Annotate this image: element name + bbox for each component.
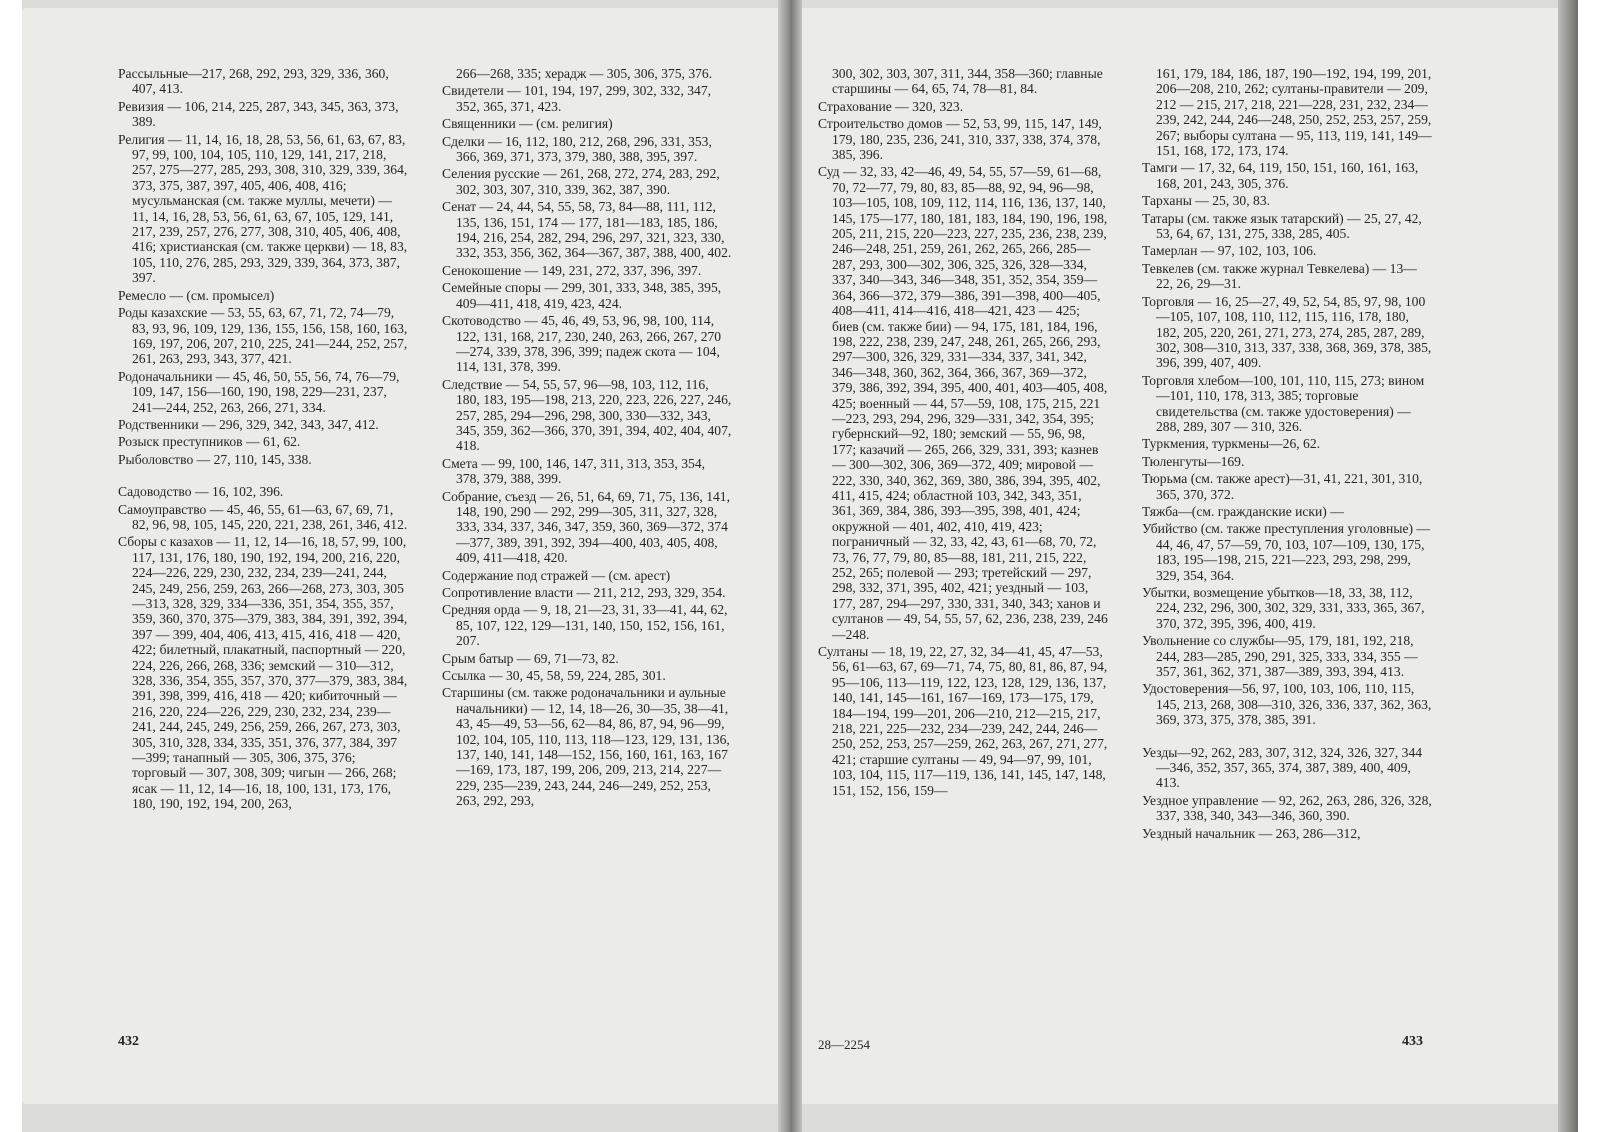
index-entry: Свидетели — 101, 194, 197, 299, 302, 332, 347, 352, 365, 371, 423. [442,83,712,114]
index-entry: 300, 302, 303, 307, 311, 344, 358—360; главные старшины — 64, 65, 74, 78—81, 84. [832,66,1103,97]
index-entry: Смета — 99, 100, 146, 147, 311, 313, 353, 354, 378, 379, 388, 399. [442,455,706,487]
index-entry: Ссылка — 30, 45, 58, 59, 224, 285, 301. [442,668,666,684]
index-entry: Уезды—92, 262, 283, 307, 312, 324, 326, 327, 344—346, 352, 357, 365, 374, 387, 389, 400, 409, 413. [1142,744,1423,791]
index-entry: Тамерлан — 97, 102, 103, 106. [1142,243,1317,259]
index-entry: Тевкелев (см. также журнал Тевкелева) — 13—22, 26, 29—31. [1142,260,1417,292]
index-entry: 266—268, 335; херадж — 305, 306, 375, 376. [456,66,713,81]
index-entry: Ревизия — 106, 214, 225, 287, 343, 345, 363, 373, 389. [118,98,399,130]
index-entry: Срым батыр — 69, 71—73, 82. [442,650,619,666]
index-entry: 161, 179, 184, 186, 187, 190—192, 194, 199, 201, 206—208, 210, 262; султаны-правители — 209, 212 — 215, 217, 218, 221—228, 231, 232, 234—239, 242, 244, 246—248, 250, 252, 253, 257, 259, 267; выборы султана — 95, 113, 119, 141, 149—151, 168, 172, 173, 174. [1156,66,1432,159]
index-entry: Удостоверения—56, 97, 100, 103, 106, 110, 115, 145, 213, 268, 308—310, 326, 336, 337, 362, 363, 369, 373, 375, 378, 385, 391. [1142,681,1432,728]
index-column-4 [1142,66,1432,843]
index-entry: Страхование — 320, 323. [818,98,964,114]
index-entry: Семейные споры — 299, 301, 333, 348, 385, 395, 409—411, 418, 419, 423, 424. [442,280,722,311]
index-column-1 [118,66,408,814]
index-entry: Тарханы — 25, 30, 83. [1142,193,1271,209]
index-entry: Суд — 32, 33, 42—46, 49, 54, 55, 57—59, 61—68, 70, 72—77, 79, 80, 83, 85—88, 92, 94, 96—98, 103—105, 108, 109, 112, 114, 116, 136, 137, 140, 145, 175—177, 180, 181, 183, 184, 190, 196, 198, 205, 211, 215, 220—223, 227, 235, 236, 238, 239, 246—248, 251, 259, 261, 262, 265, 266, 285—287, 293, 300—302, 306, 325, 326, 328—334, 337, 340—343, 346—348, 351, 352, 354, 359—364, 366—372, 379—386, 391—398, 400—405, 408—411, 414—416, 418—421, 423 — 425; биев (см. также бии) — 94, 175, 181, 184, 196, 198, 222, 238, 239, 247, 248, 261, 265, 266, 293, 297—300, 326, 329, 331—334, 337, 341, 342, 346—348, 360, 362, 364, 366, 367, 369—372, 379, 386, 392, 394, 395, 400, 401, 403—405, 408, 425; военный — 44, 57—59, 108, 175, 215, 221—223, 293, 294, 296, 329—331, 342, 354, 395; губернский—92, 180; земский — 55, 96, 98, 177; казачий — 265, 266, 329, 331, 393; казнев — 300—302, 306, 369—372, 409; мировой — 222, 330, 340, 362, 369, 380, 386, 394, 395, 402, 411, 415, 424; областной 103, 342, 343, 351, 361, 369, 384, 386, 393—395, 398, 401, 424; окружной — 401, 402, 410, 419, 423; пограничный — 32, 33, 42, 43, 61—68, 70, 72, 73, 76, 77, 79, 80, 85—88, 181, 211, 215, 222, 252, 265; полевой — 293; третейский — 297, 298, 332, 371, 395, 402, 421; уездный — 103, 177, 287, 294—297, 330, 331, 340, 343; ханов и султанов — 49, 54, 55, 57, 62, 236, 238, 239, 246—248. [818,164,1108,642]
page-number-right: 433 [1402,1034,1423,1049]
index-entry: Тюленгуты—169. [1142,453,1245,469]
index-entry: Родоначальники — 45, 46, 50, 55, 56, 74, 76—79, 109, 147, 156—160, 190, 198, 229—231, 237, 241—244, 252, 263, 266, 271, 334. [118,368,400,415]
index-entry: Садоводство — 16, 102, 396. [118,484,284,500]
printer-signature: 28—2254 [818,1037,870,1052]
index-entry: Тюрьма (см. также арест)—31, 41, 221, 301, 310, 365, 370, 372. [1142,471,1423,502]
index-entry: Уездный начальник — 263, 286—312, [1142,825,1361,841]
index-entry: Старшины (см. также родоначальники и аульные начальники) — 12, 14, 18—26, 30—35, 38—41, 43, 45—49, 53—56, 62—84, 86, 87, 94, 96—99, 102, 104, 105, 110, 113, 118—123, 129, 131, 136, 137, 140, 141, 148—152, 156, 160, 161, 163, 167—169, 173, 187, 199, 206, 209, 213, 214, 227—229, 235—239, 243, 244, 246—249, 252, 253, 263, 292, 293, [442,685,730,809]
index-entry: Строительство домов — 52, 53, 99, 115, 147, 149, 179, 180, 235, 236, 241, 310, 337, 338, 374, 378, 385, 396. [818,116,1102,163]
index-entry: Собрание, съезд — 26, 51, 64, 69, 71, 75, 136, 141, 148, 190, 290 — 292, 299—305, 311, 327, 328, 333, 334, 337, 346, 347, 359, 360, 369—372, 374—377, 389, 391, 392, 394—400, 403, 405, 408, 409, 411—418, 420. [442,488,731,566]
index-entry: Ремесло — (см. промысел) [118,287,275,303]
index-column-2 [442,66,732,811]
index-entry: Татары (см. также язык татарский) — 25, 27, 42, 53, 64, 67, 131, 275, 338, 285, 405. [1142,210,1422,242]
index-entry: Уездное управление — 92, 262, 263, 286, 326, 328, 337, 338, 340, 343—346, 360, 390. [1142,792,1432,824]
index-entry: Родственники — 296, 329, 342, 343, 347, 412. [118,416,379,432]
index-entry: Торговля хлебом—100, 101, 110, 115, 273; вином—101, 110, 178, 313, 385; торговые свидетельства (см. также удостоверения) —288, 289, 307 — 310, 326. [1142,372,1425,434]
index-entry: Религия — 11, 14, 16, 18, 28, 53, 56, 61, 63, 67, 83, 97, 99, 100, 104, 105, 110, 129, 141, 217, 218, 257, 275—277, 285, 293, 308, 310, 329, 339, 364, 373, 375, 387, 397, 405, 406, 408, 416; мусульманская (см. также муллы, мечети) — 11, 14, 16, 28, 53, 56, 61, 63, 67, 105, 129, 141, 217, 239, 257, 276, 277, 308, 310, 405, 406, 408, 416; христианская (см. также церкви) — 18, 83, 105, 110, 276, 285, 293, 329, 339, 364, 373, 387, 397. [118,131,408,286]
index-entry: Следствие — 54, 55, 57, 96—98, 103, 112, 116, 180, 183, 195—198, 213, 220, 223, 226, 227, 246, 257, 285, 294—296, 298, 300, 330—332, 343, 345, 359, 362—366, 370, 391, 394, 402, 404, 407, 418. [442,376,732,454]
index-entry: Скотоводство — 45, 46, 49, 53, 96, 98, 100, 114, 122, 131, 168, 217, 230, 240, 263, 266, 267, 270—274, 339, 378, 396, 399; падеж скота — 104, 114, 131, 378, 399. [442,313,722,375]
index-entry: Сенокошение — 149, 231, 272, 337, 396, 397. [442,262,702,278]
index-entry: Торговля — 16, 25—27, 49, 52, 54, 85, 97, 98, 100—105, 107, 108, 110, 112, 115, 116, 178, 180, 182, 205, 220, 261, 271, 273, 274, 285, 287, 289, 302, 308—310, 313, 337, 338, 368, 369, 378, 385, 396, 399, 407, 409. [1142,293,1432,371]
page-number-left: 432 [118,1034,139,1049]
index-entry: Тамги — 17, 32, 64, 119, 150, 151, 160, 161, 163, 168, 201, 243, 305, 376. [1142,160,1419,191]
index-entry: Розыск преступников — 61, 62. [118,434,301,450]
index-entry: Убытки, возмещение убытков—18, 33, 38, 112, 224, 232, 296, 300, 302, 329, 331, 333, 365, 367, 370, 372, 395, 396, 400, 419. [1142,585,1425,631]
index-entry: Рыболовство — 27, 110, 145, 338. [118,451,312,467]
index-entry: Рассыльные—217, 268, 292, 293, 329, 336, 360, 407, 413. [118,66,389,97]
index-entry: Сенат — 24, 44, 54, 55, 58, 73, 84—88, 111, 112, 135, 136, 151, 174 — 177, 181—183, 185, 186, 194, 216, 254, 282, 294, 296, 297, 321, 323, 330, 332, 353, 356, 362, 364—367, 387, 388, 400, 402. [442,199,732,261]
index-entry: Священники — (см. религия) [442,116,613,132]
index-entry: Убийство (см. также преступления уголовные) —44, 46, 47, 57—59, 70, 103, 107—109, 130, 175, 183, 195—198, 215, 221—223, 293, 298, 299, 329, 354, 364. [1142,521,1431,583]
index-entry: Сопротивление власти — 211, 212, 293, 329, 354. [442,585,726,600]
index-entry: Тяжба—(см. гражданские иски) — [1142,503,1344,519]
index-entry: Роды казахские — 53, 55, 63, 67, 71, 72, 74—79, 83, 93, 96, 109, 129, 136, 155, 156, 158, 160, 163, 169, 197, 206, 207, 210, 225, 241—244, 252, 257, 261, 263, 293, 343, 377, 421. [118,305,408,367]
index-entry: Султаны — 18, 19, 22, 27, 32, 34—41, 45, 47—53, 56, 61—63, 67, 69—71, 74, 75, 80, 81, 86, 87, 94, 95—106, 113—119, 122, 123, 128, 129, 136, 137, 140, 141, 145—161, 167—169, 173—175, 179, 184—194, 199—201, 206—210, 212—215, 217, 218, 221, 225—232, 234—239, 242, 244, 246—250, 252, 253, 257—259, 262, 263, 267, 271, 277, 421; старшие султаны — 49, 94—97, 99, 101, 103, 104, 115, 117—119, 136, 141, 145, 147, 148, 151, 152, 156, 159— [818,644,1108,798]
page-edge [1558,0,1578,1132]
index-entry: Средняя орда — 9, 18, 21—23, 31, 33—41, 44, 62, 85, 107, 122, 129—131, 140, 150, 152, 156, 161, 207. [442,602,728,649]
book-gutter [778,0,802,1132]
index-entry: Сборы с казахов — 11, 12, 14—16, 18, 57, 99, 100, 117, 131, 176, 180, 190, 192, 194, 200, 216, 220, 224—226, 229, 230, 232, 234, 239—241, 244, 245, 249, 256, 259, 263, 266—268, 273, 303, 305—313, 328, 329, 334—336, 351, 354, 355, 357, 359, 360, 370, 375—379, 383, 384, 391, 392, 394, 397 — 399, 404, 406, 413, 415, 416, 418 — 420, 422; билетный, плакатный, паспортный — 220, 224, 226, 266, 268, 336; земский — 310—312, 328, 336, 354, 355, 357, 370, 377—379, 383, 384, 391, 398, 399, 416, 418 — 420; кибиточный — 216, 220, 224—226, 229, 230, 232, 234, 239—241, 244, 245, 249, 256, 259, 266, 267, 273, 303, 305, 310, 328, 334, 335, 351, 376, 377, 384, 397—399; танапный — 305, 306, 375, 376; торговый — 307, 308, 309; чигын — 266, 268; ясак — 11, 12, 14—16, 18, 100, 131, 173, 176, 180, 190, 192, 194, 200, 263, [118,534,408,812]
index-entry: Сделки — 16, 112, 180, 212, 268, 296, 331, 353, 366, 369, 371, 373, 379, 380, 388, 395, 397. [442,133,712,165]
index-entry: Самоуправство — 45, 46, 55, 61—63, 67, 69, 71, 82, 96, 98, 105, 145, 220, 221, 238, 261, 346, 412. [118,501,408,532]
index-entry: Селения русские — 261, 268, 272, 274, 283, 292, 302, 303, 307, 310, 339, 362, 387, 390. [442,166,720,197]
index-entry: Туркмения, туркмены—26, 62. [1142,436,1321,452]
index-column-3 [818,66,1108,800]
index-entry: Увольнение со службы—95, 179, 181, 192, 218, 244, 283—285, 290, 291, 325, 333, 334, 355 — 357, 361, 362, 371, 387—389, 393, 394, 413. [1142,633,1418,680]
index-entry: Содержание под стражей — (см. арест) [442,567,671,583]
